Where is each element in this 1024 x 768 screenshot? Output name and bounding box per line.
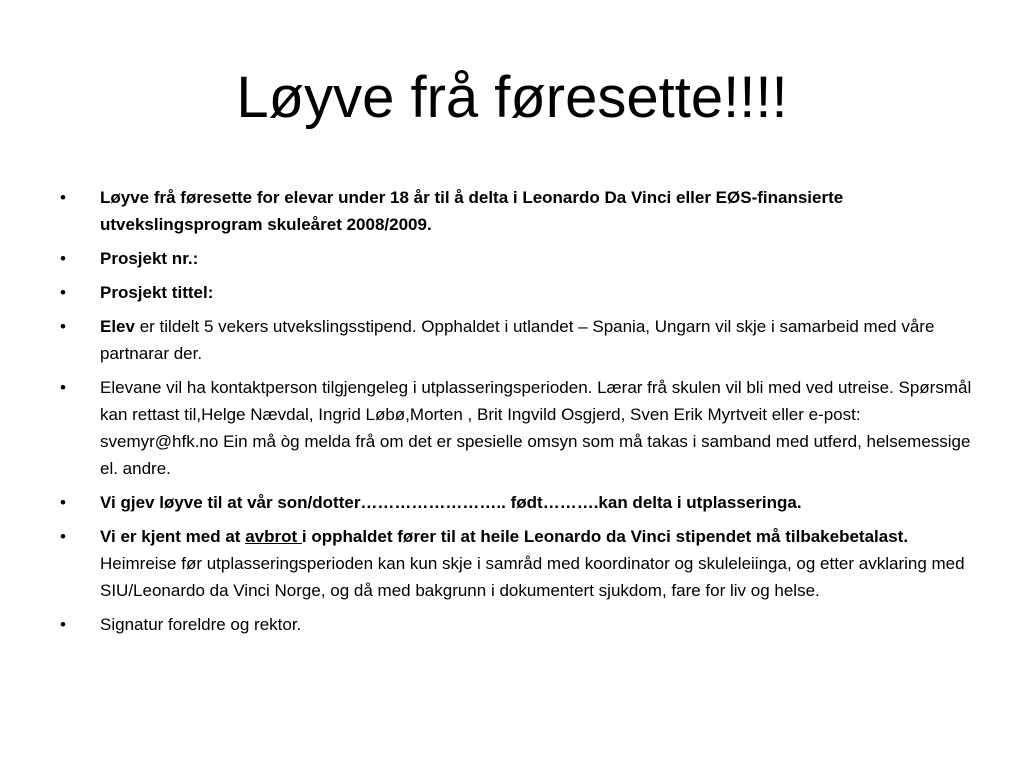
bullet-item-permission <box>100 489 980 516</box>
bullet-item-signature <box>100 611 980 638</box>
bullet-item-consent <box>100 184 980 238</box>
bullet-item-student <box>100 313 980 367</box>
slide-title: Løyve frå føresette!!!! <box>236 65 788 130</box>
bullet-item-project-number <box>100 245 980 272</box>
bullet-item-contact <box>100 374 980 482</box>
bullet-bold-text: Vi er kjent med at <box>100 527 246 546</box>
bullet-bold-text: Vi gjev løyve til at vår son/dotter…………………….. født……….kan delta i utplasseringa. <box>100 493 802 512</box>
bullet-item-terms <box>100 523 980 604</box>
bullet-bold-text: i opphaldet fører til at heile Leonardo da Vinci stipendet må tilbakebetalast. <box>301 527 909 546</box>
bullet-underlined-text: avbrot <box>245 527 302 546</box>
bullet-bold-text: Prosjekt tittel: <box>100 283 214 302</box>
bullet-text: er tildelt 5 vekers utvekslingsstipend. Opphaldet i utlandet – Spania, Ungarn vil skje i samarbeid med våre partnarar der. <box>100 317 935 363</box>
bullet-text: Signatur foreldre og rektor. <box>100 615 302 634</box>
bullet-bold-text: Prosjekt nr.: <box>100 249 199 268</box>
bullet-bold-text: Elev <box>100 317 135 336</box>
bullet-text: Elevane vil ha kontaktperson tilgjengeleg i utplasseringsperioden. Lærar frå skulen vil bli med ved utreise. Spørsmål kan rettast til,Helge Nævdal, Ingrid Løbø,Morten , Brit Ingvild Osgjerd, Sven Erik Myrtveit eller e-post: svemyr@hfk.no Ein må òg melda frå om det er spesielle omsyn som må takas i samband med utferd, helsemessige el. andre. <box>100 378 972 478</box>
bullet-bold-text: Løyve frå føresette for elevar under 18 år til å delta i Leonardo Da Vinci eller EØS-finansierte utvekslingsprogram skuleåret 2008/2009. <box>100 188 844 234</box>
bullet-text: Heimreise før utplasseringsperioden kan kun skje i samråd med koordinator og skuleleiinga, og etter avklaring med SIU/Leonardo da Vinci Norge, og då med bakgrunn i dokumentert sjukdom, fare for liv og helse. <box>100 554 965 600</box>
bullet-list <box>100 184 980 645</box>
bullet-item-project-title <box>100 279 980 306</box>
